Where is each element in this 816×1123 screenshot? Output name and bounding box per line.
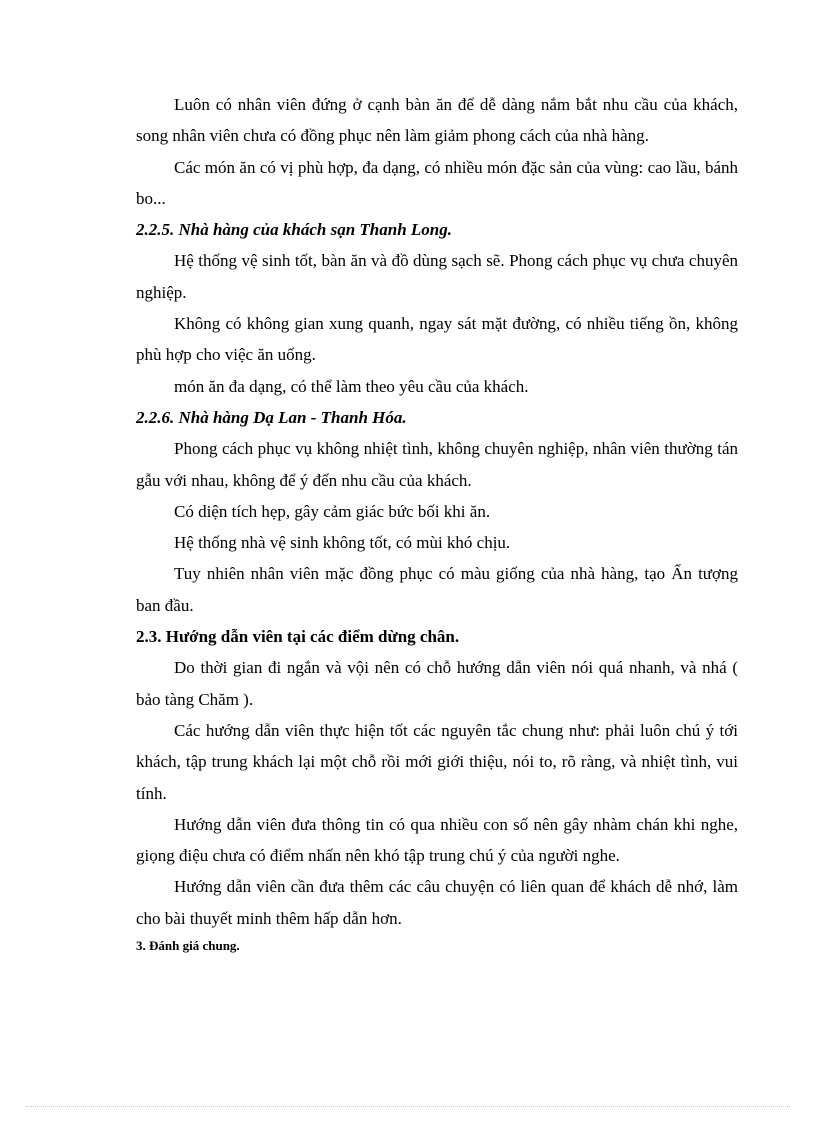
paragraph: Do thời gian đi ngắn và vội nên có chỗ hướng dẫn viên nói quá nhanh, và nhá ( bảo tàng Chăm ). [136,658,738,709]
section-heading-2-2-5: 2.2.5. Nhà hàng của khách sạn Thanh Long. [136,220,453,240]
paragraph: Các hướng dẫn viên thực hiện tốt các nguyên tắc chung như: phải luôn chú ý tới khách, tập trung khách lại một chỗ rồi mới giới thiệu, nói to, rõ ràng, và nhiệt tình, vui tính. [136,720,738,803]
section-heading-2-3: 2.3. Hướng dẫn viên tại các điểm dừng chân. [136,627,460,647]
paragraph: món ăn đa dạng, có thể làm theo yêu cầu của khách. [174,376,529,396]
paragraph: Không có không gian xung quanh, ngay sát mặt đường, có nhiều tiếng ồn, không phù hợp cho việc ăn uống. [136,314,738,365]
section-heading-3: 3. Đánh giá chung. [136,938,240,954]
section-heading-2-2-6: 2.2.6. Nhà hàng Dạ Lan - Thanh Hóa. [136,407,407,427]
paragraph: Có diện tích hẹp, gây cảm giác bức bối khi ăn. [174,501,491,521]
paragraph: Hướng dẫn viên cần đưa thêm các câu chuyện có liên quan để khách dễ nhớ, làm cho bài thuyết minh thêm hấp dẫn hơn. [136,877,738,928]
page-body [136,89,738,956]
paragraph: Các món ăn có vị phù hợp, đa dạng, có nhiều món đặc sản của vùng: cao lầu, bánh bo... [136,157,738,208]
paragraph: Hệ thống vệ sinh tốt, bàn ăn và đồ dùng sạch sẽ. Phong cách phục vụ chưa chuyên nghiệp. [136,251,738,302]
paragraph: Tuy nhiên nhân viên mặc đồng phục có màu giống của nhà hàng, tạo Ấn tượng ban đầu. [136,564,738,615]
paragraph: Hệ thống nhà vệ sinh không tốt, có mùi khó chịu. [174,533,511,553]
page-bottom-divider [26,1106,790,1107]
paragraph: Luôn có nhân viên đứng ở cạnh bàn ăn để dễ dàng nắm bắt nhu cầu của khách, song nhân viên chưa có đồng phục nên làm giảm phong cách của nhà hàng. [136,95,738,146]
paragraph: Phong cách phục vụ không nhiệt tình, không chuyên nghiệp, nhân viên thường tán gẫu với nhau, không để ý đến nhu cầu của khách. [136,439,738,490]
paragraph: Hướng dẫn viên đưa thông tin có qua nhiều con số nên gây nhàm chán khi nghe, giọng điệu chưa có điểm nhấn nên khó tập trung chú ý của người nghe. [136,814,738,866]
